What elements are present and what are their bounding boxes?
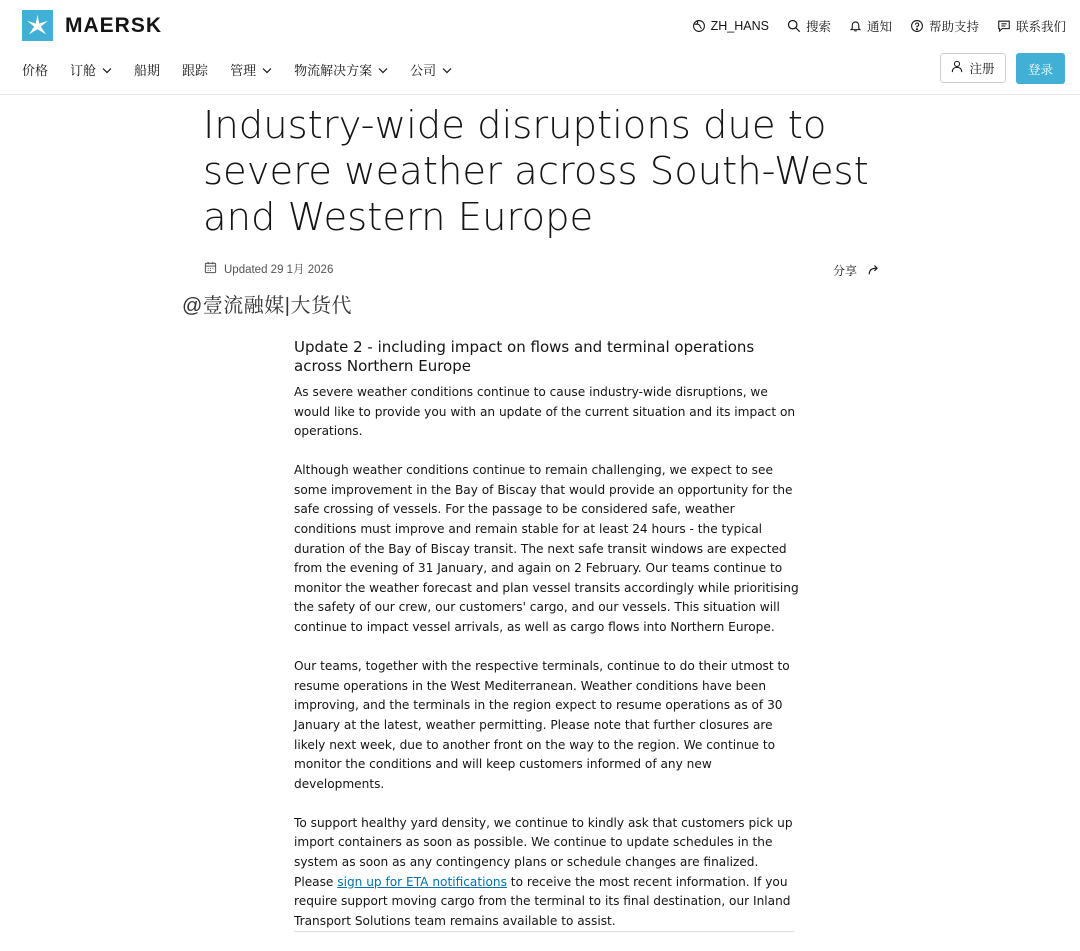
user-icon [951,60,963,76]
article-paragraph: Although weather conditions continue to remain challenging, we expect to see some improvement in the Bay of Biscay that would provide an opportunity for the safe crossing of vessels. For the passage to be considered safe, weather conditions must improve and remain stable for at least 24 hours - the typical duration of the Bay of Biscay transit. The next safe transit windows are expected from the evening of 31 January, and again on 2 February. Our teams continue to monitor the weather forecast and plan vessel transits accordingly while prioritising the safety of our crew, our customers' cargo, and our vessels. This situation will continue to impact vessel arrivals, as well as cargo flows into Northern Europe. [294,463,799,635]
register-button[interactable] [940,53,1006,83]
search-icon [787,19,801,33]
updated-date: Updated 29 1月 2026 [224,264,334,276]
article-body [294,338,799,951]
notifications-link[interactable] [849,17,892,35]
maersk-star-icon [22,10,53,41]
top-navigation-bar [0,0,1080,95]
nav-item-label: 价格 [22,63,49,78]
chevron-down-icon [442,62,452,77]
calendar-icon [204,261,217,277]
share-label: 分享 [833,264,858,278]
share-icon [867,263,881,279]
article-paragraph: Our teams, together with the respective terminals, continue to do their utmost to resume operations in the West Mediterranean. Weather conditions have been improving, and the terminals in the region expect to resume operations as of 30 January at the latest, weather permitting. Please note that further closures are likely next week, due to another front on the way to the region. We continue to monitor the conditions and will keep customers informed of any new developments. [294,659,790,791]
help-link[interactable] [910,17,979,35]
nav-item-label: 公司 [410,63,437,78]
main-nav [22,60,452,79]
article-paragraph [294,814,799,932]
eta-notifications-link[interactable]: sign up for ETA notifications [337,874,507,889]
chevron-down-icon [102,62,112,77]
register-label: 注册 [969,62,995,76]
nav-item-company[interactable] [410,60,452,79]
language-label: ZH_HANS [710,19,769,33]
contact-link[interactable] [997,17,1066,35]
nav-item-label: 物流解决方案 [294,63,373,78]
search-label: 搜索 [805,20,831,34]
nav-item-manage[interactable] [230,60,272,79]
article-meta [204,261,333,277]
language-selector[interactable] [692,19,769,33]
search-link[interactable] [787,17,831,35]
bell-icon [849,19,862,33]
share-button[interactable] [833,262,881,279]
paragraph-text: to receive the most recent information. If you require support moving cargo from the terminal to its final destination, our Inland Transport Solutions team remains available to assist. [294,874,791,928]
globe-icon [692,19,706,33]
article-subtitle: Update 2 - including impact on flows and terminal operations across Northern Europe [294,338,755,375]
nav-item-booking[interactable] [70,60,112,79]
nav-item-label: 船期 [134,63,161,78]
watermark-text: @壹流融媒|大货代 [182,295,352,317]
utility-nav [692,17,1066,35]
nav-item-prices[interactable] [22,60,48,79]
divider [294,931,794,932]
help-label: 帮助支持 [928,20,979,34]
brand-name: MAERSK [65,13,163,37]
page-title: Industry-wide disruptions due to severe weather across South-West and Western Europe [203,103,869,240]
maersk-logo[interactable] [22,10,162,41]
login-label: 登录 [1027,62,1053,77]
nav-item-label: 订舱 [70,63,97,78]
nav-item-tracking[interactable] [182,60,208,79]
chat-icon [997,19,1011,33]
chevron-down-icon [378,62,388,77]
article-paragraph: As severe weather conditions continue to cause industry-wide disruptions, we would like to provide you with an update of the current situation and its impact on operations. [294,385,796,439]
nav-item-label: 跟踪 [182,63,209,78]
nav-item-label: 管理 [230,63,257,78]
chevron-down-icon [262,62,272,77]
nav-item-schedules[interactable] [134,60,160,79]
contact-label: 联系我们 [1015,20,1066,34]
help-icon [910,19,924,33]
login-button[interactable] [1016,53,1065,84]
paragraph-text: To support healthy yard density, we continue to kindly ask that customers pick up import containers as soon as possible. We continue to update schedules in the system as soon as any contingency plans or schedule changes are finalized. Please [294,815,793,889]
notifications-label: 通知 [866,20,892,34]
nav-item-logistics-solutions[interactable] [294,60,388,79]
